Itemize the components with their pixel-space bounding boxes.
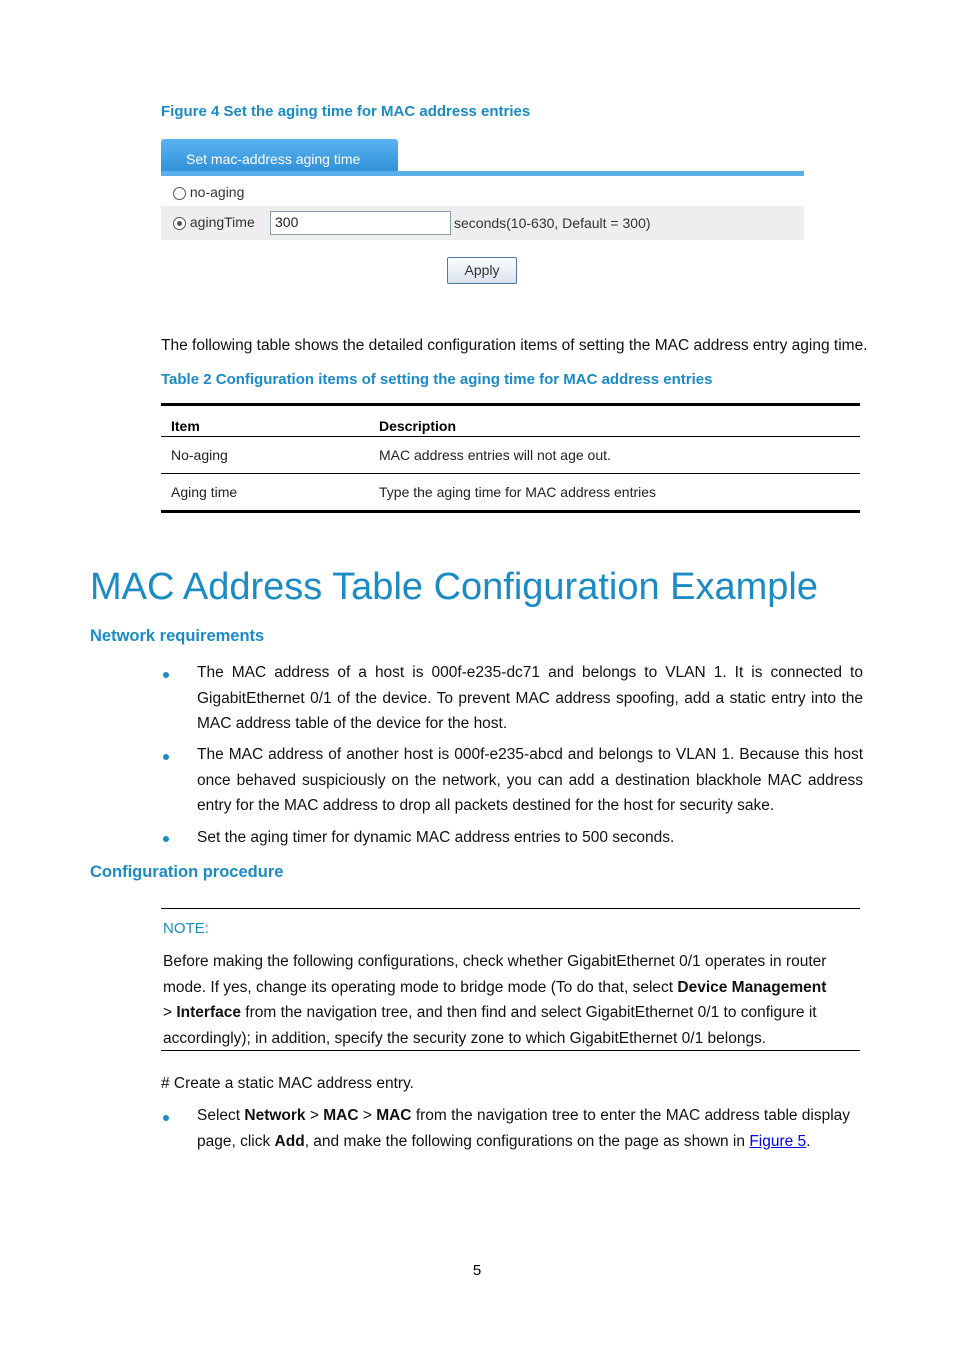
step-text: Select xyxy=(197,1107,245,1124)
intro-text: The following table shows the detailed configuration items of setting the MAC address entry aging time. xyxy=(161,337,868,354)
step-text: , and make the following configurations on the page as shown in xyxy=(304,1132,750,1150)
bullet-icon xyxy=(163,836,169,842)
tab-underline xyxy=(161,171,804,176)
bullet-icon xyxy=(163,1115,169,1121)
aging-time-option[interactable] xyxy=(173,214,255,230)
step-mac: MAC xyxy=(323,1107,359,1124)
note-label: NOTE: xyxy=(163,920,209,937)
aging-time-radio[interactable] xyxy=(173,217,186,230)
header-item: Item xyxy=(171,418,200,434)
note-separator: > xyxy=(163,1004,177,1021)
step-separator: > xyxy=(358,1107,377,1124)
no-aging-option[interactable] xyxy=(173,184,244,200)
requirement-item: Set the aging timer for dynamic MAC address entries to 500 seconds. xyxy=(197,829,675,846)
cell-item: Aging time xyxy=(171,484,238,500)
step-add: Add xyxy=(274,1132,305,1150)
figure-caption: Figure 4 Set the aging time for MAC address entries xyxy=(161,103,531,120)
config-table xyxy=(161,403,860,513)
note-text: from the navigation tree, and then find and select GigabitEthernet 0/1 to configure it accordingly); in addition, specify the security zone to which GigabitEthernet 0/1 belongs. xyxy=(163,1004,817,1047)
table-row xyxy=(161,474,860,512)
configuration-procedure-heading: Configuration procedure xyxy=(90,863,284,881)
cell-description: MAC address entries will not age out. xyxy=(379,447,611,463)
tab-aging-time[interactable]: Set mac-address aging time xyxy=(161,139,398,173)
step-text: from the navigation tree to enter the MAC address table display page, click xyxy=(197,1107,851,1150)
cell-description: Type the aging time for MAC address entries xyxy=(379,484,657,500)
step-mac: MAC xyxy=(376,1107,412,1124)
requirement-item: The MAC address of a host is 000f-e235-dc71 and belongs to VLAN 1. It is connected to GigabitEthernet 0/1 of the device. To prevent MAC address spoofing, add a static entry into the MAC address table of the device for the host. xyxy=(197,664,863,732)
step-instruction xyxy=(197,1103,867,1154)
cell-item: No-aging xyxy=(171,447,228,463)
network-requirements-heading: Network requirements xyxy=(90,627,265,645)
note-top-rule xyxy=(161,908,860,909)
no-aging-label: no-aging xyxy=(189,184,245,200)
no-aging-radio[interactable] xyxy=(173,187,186,200)
note-interface: Interface xyxy=(176,1004,241,1021)
page-number: 5 xyxy=(472,1262,482,1279)
aging-time-input[interactable]: 300 xyxy=(270,211,451,235)
step-network: Network xyxy=(244,1107,306,1124)
aging-time-label: agingTime xyxy=(189,214,255,230)
note-body xyxy=(163,949,833,1051)
bullet-icon xyxy=(163,754,169,760)
note-text: Before making the following configurations, check whether GigabitEthernet 0/1 operates in router mode. If yes, change its operating mode to bridge mode (To do that, select xyxy=(163,953,827,996)
bullet-icon xyxy=(163,672,169,678)
header-description: Description xyxy=(379,418,457,434)
table-header-row xyxy=(161,405,860,437)
step-comment: # Create a static MAC address entry. xyxy=(161,1075,414,1092)
step-separator: > xyxy=(305,1107,324,1124)
section-title: MAC Address Table Configuration Example xyxy=(90,566,819,608)
aging-time-hint: seconds(10-630, Default = 300) xyxy=(454,215,651,231)
note-device-management: Device Management xyxy=(677,978,827,996)
table-row xyxy=(161,437,860,474)
step-text: . xyxy=(806,1132,811,1150)
apply-button[interactable]: Apply xyxy=(447,257,517,284)
note-bottom-rule xyxy=(161,1050,860,1051)
figure-5-link[interactable]: Figure 5 xyxy=(749,1132,807,1150)
table-caption: Table 2 Configuration items of setting the aging time for MAC address entries xyxy=(161,371,713,388)
requirement-item: The MAC address of another host is 000f-e235-abcd and belongs to VLAN 1. Because this host once behaved suspiciously on the network, you can add a destination blackhole MAC address entry for the MAC address to drop all packets destined for the host for security sake. xyxy=(197,746,863,814)
